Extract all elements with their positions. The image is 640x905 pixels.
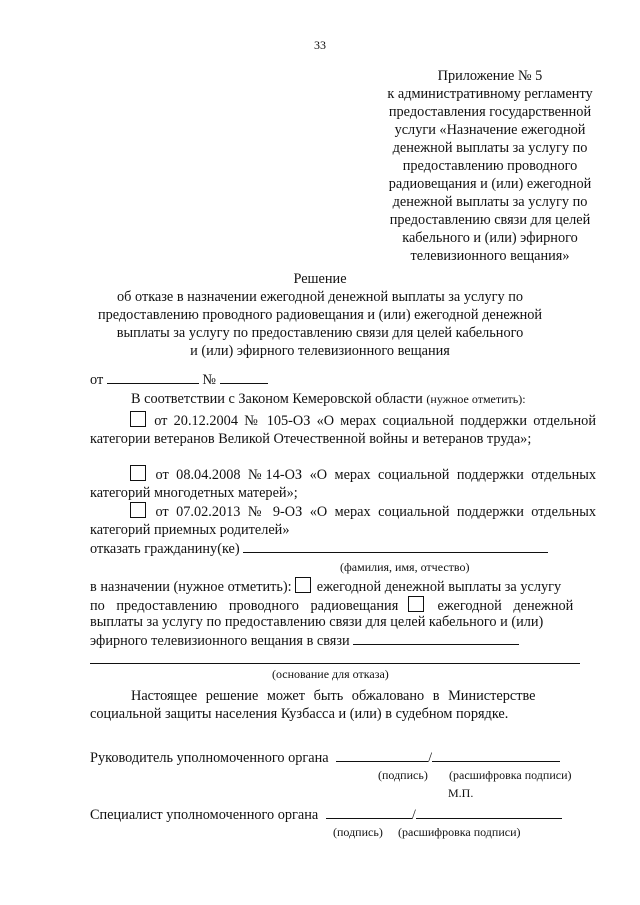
date-number-line (90, 371, 268, 389)
assignment-line-4 (90, 632, 519, 650)
number-field[interactable] (220, 371, 268, 384)
citizen-name-field[interactable] (243, 540, 548, 553)
law-1-text: от 20.12.2004 № 105-ОЗ «О мерах социальной поддержки отдельной категории ветеранов Великой Отечественной войны и ветеранов труда»; (90, 413, 596, 447)
head-signature-line: Руководитель уполномоченного органа / (90, 749, 560, 767)
assignment-line-3: выплаты за услугу по предоставлению связи для целей кабельного и (или) (90, 614, 544, 630)
head-label: Руководитель уполномоченного органа (90, 750, 329, 766)
specialist-decode-caption: (расшифровка подписи) (398, 825, 521, 839)
appendix-line: денежной выплаты за услугу по (392, 194, 588, 210)
date-field[interactable] (107, 371, 199, 384)
law-2-text: от 08.04.2008 №14-ОЗ «О мерах социальной поддержки отдельных категорий многодетных матерей»; (90, 467, 596, 501)
assignment-line-2 (90, 596, 573, 615)
specialist-sign-caption: (подпись) (333, 825, 383, 839)
reason-caption: (основание для отказа) (272, 667, 389, 681)
from-label: от (90, 372, 104, 388)
appendix-header (385, 67, 595, 265)
law-intro (131, 391, 526, 408)
reason-field-1[interactable] (353, 632, 519, 645)
page-number: 33 (314, 38, 326, 52)
option-1-checkbox[interactable] (295, 577, 311, 593)
law-1-checkbox[interactable] (130, 411, 146, 427)
title-line: об отказе в назначении ежегодной денежной выплаты за услугу по (116, 289, 524, 305)
option-2-checkbox[interactable] (408, 596, 424, 612)
reason-field-2[interactable] (90, 663, 580, 664)
appendix-line: к административному регламенту (387, 86, 593, 102)
title-line: выплаты за услугу по предоставлению связи для целей кабельного (116, 325, 524, 341)
assignment-line-1 (90, 577, 561, 596)
head-decode-caption: (расшифровка подписи) (449, 768, 572, 782)
citizen-name-caption: (фамилия, имя, отчество) (340, 560, 470, 574)
specialist-label: Специалист уполномоченного органа (90, 807, 319, 823)
head-sign-caption: (подпись) (378, 768, 428, 782)
head-decode-field[interactable] (432, 749, 560, 762)
appendix-line: предоставлению связи для целей (389, 212, 591, 228)
appendix-line: кабельного и (или) эфирного (402, 230, 578, 246)
title-line: и (или) эфирного телевизионного вещания (190, 343, 450, 359)
option-1-text-a: ежегодной денежной выплаты за услугу (316, 579, 562, 595)
appendix-line: Приложение № 5 (437, 68, 543, 84)
law-2-checkbox[interactable] (130, 465, 146, 481)
assignment-intro: в назначении (нужное отметить): (90, 579, 292, 595)
head-signature-field[interactable] (336, 749, 428, 762)
specialist-signature-field[interactable] (326, 806, 412, 819)
law-option-2 (90, 465, 596, 502)
title-line: предоставлению проводного радиовещания и (или) ежегодной денежной (97, 307, 543, 323)
option-1-text-b: по предоставлению проводного радиовещания (90, 598, 399, 614)
law-3-checkbox[interactable] (130, 502, 146, 518)
appeal-line-2: социальной защиты населения Кузбасса и (или) в судебном порядке. (90, 706, 509, 722)
law-option-3 (90, 502, 596, 539)
specialist-signature-line: Специалист уполномоченного органа / (90, 806, 562, 824)
law-intro-text: В соответствии с Законом Кемеровской области (131, 391, 423, 407)
title-heading: Решение (293, 271, 347, 287)
appendix-line: услуги «Назначение ежегодной (394, 122, 586, 138)
stamp-label: М.П. (448, 786, 474, 800)
refuse-line (90, 540, 548, 558)
appendix-line: телевизионного вещания» (410, 248, 570, 264)
option-2-text-c: эфирного телевизионного вещания в связи (90, 633, 350, 649)
appendix-line: предоставлению проводного (402, 158, 578, 174)
appendix-line: денежной выплаты за услугу по (392, 140, 588, 156)
document-title (0, 270, 640, 360)
option-2-text-a: ежегодной денежной (437, 598, 574, 614)
specialist-decode-field[interactable] (416, 806, 562, 819)
appeal-line-1: Настоящее решение может быть обжаловано в Министерстве (131, 688, 536, 704)
law-option-1 (90, 411, 596, 448)
appendix-line: предоставления государственной (388, 104, 592, 120)
refuse-label: отказать гражданину(ке) (90, 541, 240, 557)
law-intro-note: (нужное отметить): (426, 392, 526, 406)
appendix-line: радиовещания и (или) ежегодной (388, 176, 592, 192)
law-3-text: от 07.02.2013 № 9-ОЗ «О мерах социальной поддержки отдельных категорий приемных родителей» (90, 504, 596, 538)
number-label: № (202, 372, 217, 388)
